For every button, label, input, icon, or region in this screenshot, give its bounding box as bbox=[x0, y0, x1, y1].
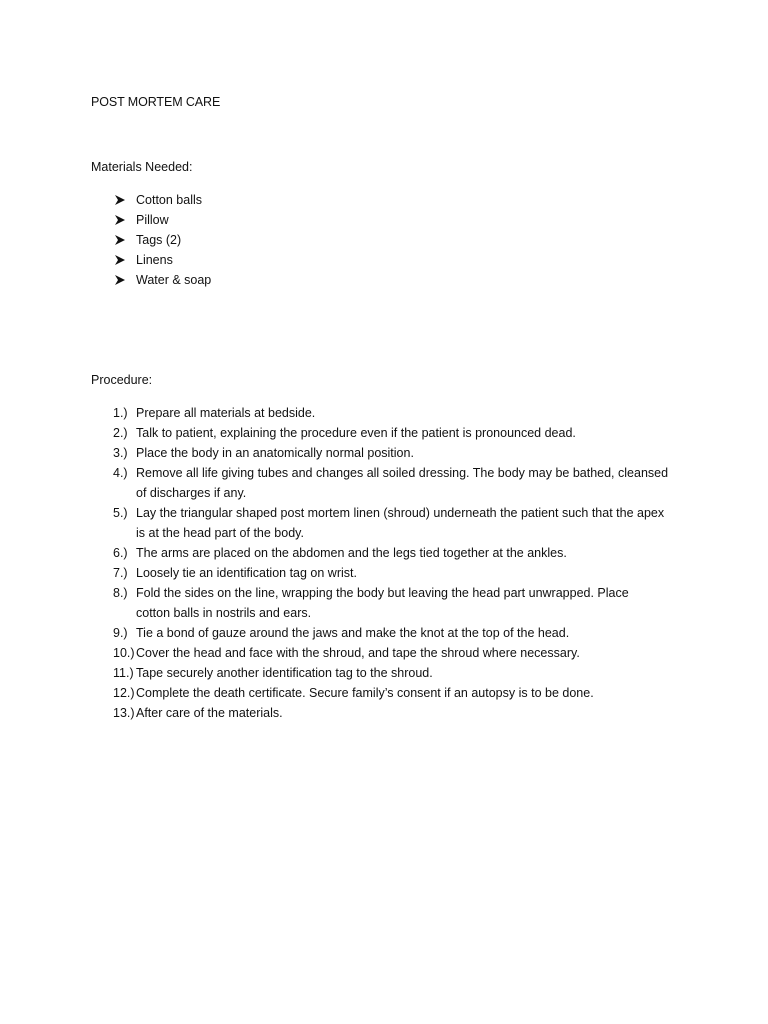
step-text: Tape securely another identification tag to the shroud. bbox=[136, 666, 433, 680]
step-number: 10.) bbox=[113, 646, 135, 660]
procedure-steps bbox=[113, 403, 693, 723]
procedure-step bbox=[113, 643, 693, 663]
step-text: Lay the triangular shaped post mortem linen (shroud) underneath the patient such that the apex bbox=[136, 506, 665, 520]
procedure-heading: Procedure: bbox=[91, 373, 153, 387]
procedure-step bbox=[113, 463, 693, 503]
step-number: 13.) bbox=[113, 706, 135, 720]
step-number: 4.) bbox=[113, 466, 128, 480]
step-text: Talk to patient, explaining the procedure even if the patient is pronounced dead. bbox=[136, 426, 576, 440]
material-label: Water & soap bbox=[136, 273, 212, 287]
arrow-bullet-icon bbox=[113, 233, 127, 247]
procedure-step bbox=[113, 663, 693, 683]
procedure-step bbox=[113, 403, 693, 423]
arrow-bullet-icon bbox=[113, 253, 127, 267]
document-title: POST MORTEM CARE bbox=[91, 95, 221, 109]
materials-heading: Materials Needed: bbox=[91, 160, 193, 174]
material-label: Tags (2) bbox=[136, 233, 182, 247]
step-text-continued: is at the head part of the body. bbox=[136, 526, 304, 540]
arrow-bullet-icon bbox=[113, 213, 127, 227]
step-text: Loosely tie an identification tag on wrist. bbox=[136, 566, 357, 580]
step-text: Place the body in an anatomically normal position. bbox=[136, 446, 414, 460]
material-label: Cotton balls bbox=[136, 193, 203, 207]
step-text: Tie a bond of gauze around the jaws and make the knot at the top of the head. bbox=[136, 626, 570, 640]
step-number: 2.) bbox=[113, 426, 128, 440]
step-number: 6.) bbox=[113, 546, 128, 560]
step-text: Remove all life giving tubes and changes all soiled dressing. The body may be bathed, cleansed bbox=[136, 466, 669, 480]
step-text: The arms are placed on the abdomen and the legs tied together at the ankles. bbox=[136, 546, 567, 560]
arrow-bullet-icon bbox=[113, 193, 127, 207]
procedure-step bbox=[113, 503, 693, 543]
step-number: 9.) bbox=[113, 626, 128, 640]
step-text: Cover the head and face with the shroud, and tape the shroud where necessary. bbox=[136, 646, 580, 660]
procedure-step bbox=[113, 683, 693, 703]
procedure-step bbox=[113, 703, 693, 723]
step-text: Complete the death certificate. Secure family’s consent if an autopsy is to be done. bbox=[136, 686, 594, 700]
procedure-step bbox=[113, 423, 693, 443]
step-number: 12.) bbox=[113, 686, 135, 700]
step-number: 11.) bbox=[113, 666, 134, 680]
procedure-step bbox=[113, 543, 693, 563]
procedure-step bbox=[113, 583, 693, 623]
step-number: 1.) bbox=[113, 406, 128, 420]
step-text: Prepare all materials at bedside. bbox=[136, 406, 316, 420]
step-text: Fold the sides on the line, wrapping the body but leaving the head part unwrapped. Place bbox=[136, 586, 629, 600]
step-text-continued: cotton balls in nostrils and ears. bbox=[136, 606, 312, 620]
procedure-step bbox=[113, 623, 693, 643]
material-label: Pillow bbox=[136, 213, 169, 227]
step-text: After care of the materials. bbox=[136, 706, 283, 720]
step-text-continued: of discharges if any. bbox=[136, 486, 247, 500]
procedure-step bbox=[113, 563, 693, 583]
step-number: 3.) bbox=[113, 446, 128, 460]
step-number: 7.) bbox=[113, 566, 128, 580]
step-number: 5.) bbox=[113, 506, 128, 520]
step-number: 8.) bbox=[113, 586, 128, 600]
material-label: Linens bbox=[136, 253, 173, 267]
arrow-bullet-icon bbox=[113, 273, 127, 287]
procedure-step bbox=[113, 443, 693, 463]
